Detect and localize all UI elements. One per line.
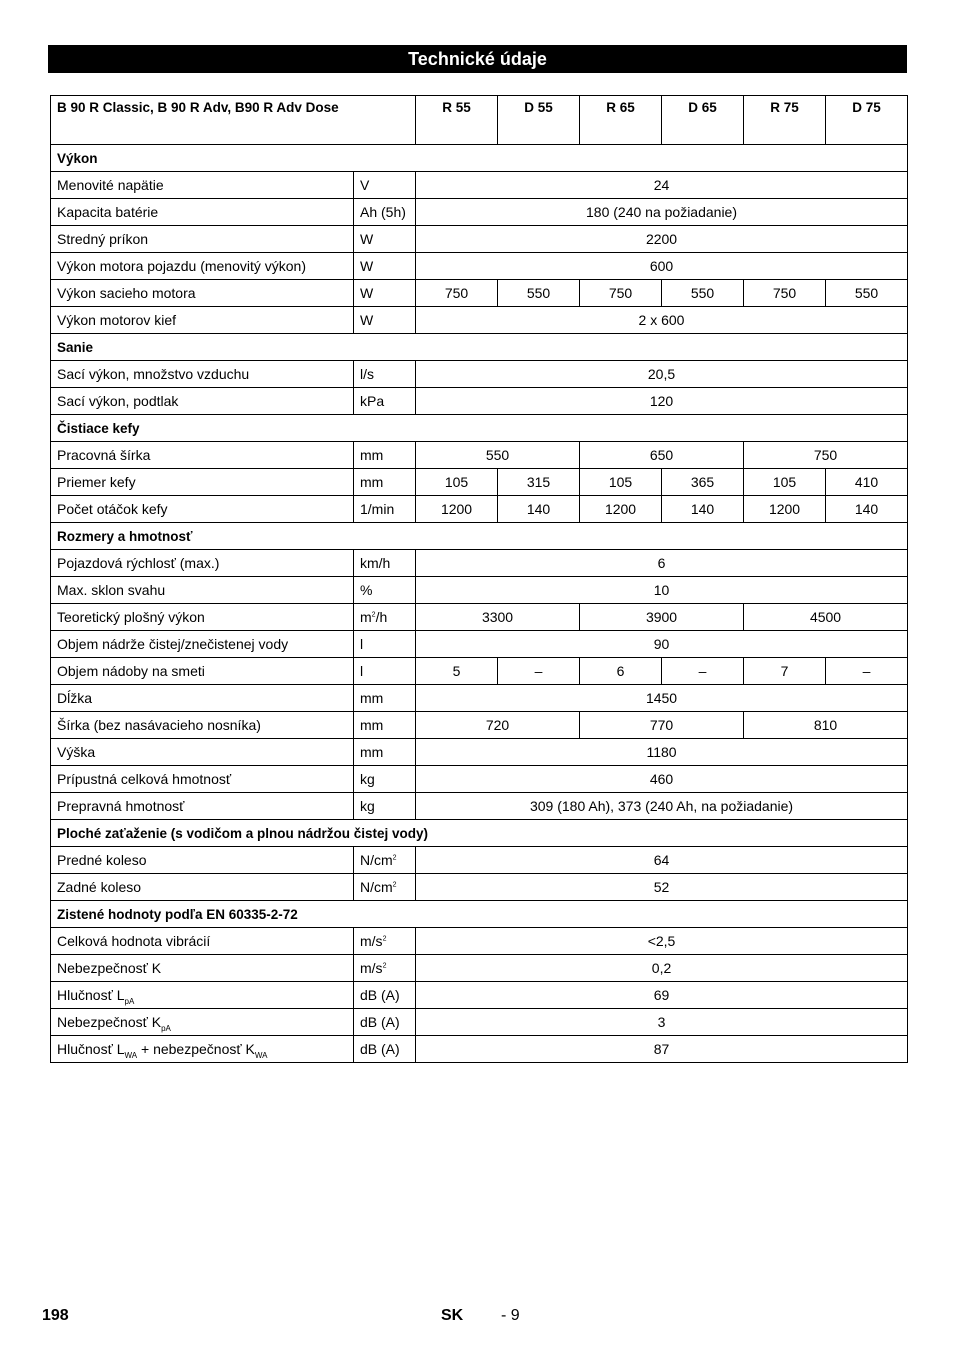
value-cell: 2200 [416, 226, 908, 253]
value-cell: 550 [662, 280, 744, 307]
label-text: Dĺžka [57, 690, 93, 706]
parameter-label [51, 577, 354, 604]
label-text: Sací výkon, podtlak [57, 393, 179, 409]
unit-superscript: 2 [382, 962, 387, 970]
label-text: Objem nádoby na smeti [57, 663, 205, 679]
unit-cell [354, 874, 416, 901]
value-cell: 750 [416, 280, 498, 307]
unit-cell [354, 658, 416, 685]
value-cell: 7 [744, 658, 826, 685]
parameter-label [51, 361, 354, 388]
table-row [51, 739, 908, 766]
unit-cell [354, 226, 416, 253]
page-number: 198 [42, 1307, 69, 1324]
unit-cell [354, 253, 416, 280]
value-cell: 1200 [416, 496, 498, 523]
table-row [51, 955, 908, 982]
table-row [51, 172, 908, 199]
unit-text: 1/min [360, 501, 395, 517]
label-text: Výkon sacieho motora [57, 285, 196, 301]
table-row [51, 199, 908, 226]
label-text: Šírka (bez nasávacieho nosníka) [57, 717, 261, 733]
label-text: Prepravná hmotnosť [57, 798, 185, 814]
value-cell: 180 (240 na požiadanie) [416, 199, 908, 226]
model-header: R 75 [744, 96, 826, 145]
unit-text: kg [360, 771, 375, 787]
value-cell: 6 [416, 550, 908, 577]
label-text: Pojazdová rýchlosť (max.) [57, 555, 220, 571]
parameter-label [51, 199, 354, 226]
unit-cell [354, 388, 416, 415]
unit-cell [354, 955, 416, 982]
label-subscript: WA [124, 1050, 138, 1060]
table-row [51, 982, 908, 1009]
label-text: Menovité napätie [57, 177, 164, 193]
model-header: D 55 [498, 96, 580, 145]
parameter-label [51, 172, 354, 199]
label-text: Teoretický plošný výkon [57, 609, 205, 625]
section-title: Rozmery a hmotnosť [51, 523, 908, 550]
unit-text: W [360, 231, 374, 247]
unit-text: l/s [360, 366, 374, 382]
value-cell: 460 [416, 766, 908, 793]
value-cell: 550 [826, 280, 908, 307]
table-row [51, 226, 908, 253]
unit-text: dB (A) [360, 1014, 400, 1030]
value-cell: 750 [580, 280, 662, 307]
unit-text: kPa [360, 393, 385, 409]
parameter-label [51, 226, 354, 253]
label-text: Kapacita batérie [57, 204, 159, 220]
parameter-label [51, 496, 354, 523]
value-cell: 140 [826, 496, 908, 523]
section-header-row [51, 334, 908, 361]
label-subscript: pA [161, 1023, 171, 1033]
label-text: Nebezpečnosť K [57, 1014, 162, 1030]
label-text-continued: + nebezpečnosť K [137, 1041, 255, 1057]
parameter-label [51, 982, 354, 1009]
value-cell: 750 [744, 280, 826, 307]
unit-cell [354, 928, 416, 955]
unit-superscript: 2 [392, 854, 397, 862]
table-row [51, 361, 908, 388]
value-cell: 3300 [416, 604, 580, 631]
unit-cell [354, 280, 416, 307]
value-cell: 309 (180 Ah), 373 (240 Ah, na požiadanie) [416, 793, 908, 820]
unit-cell [354, 712, 416, 739]
unit-cell [354, 577, 416, 604]
unit-cell [354, 685, 416, 712]
unit-text: N/cm [360, 852, 393, 868]
value-cell: 315 [498, 469, 580, 496]
model-label: B 90 R Classic, B 90 R Adv, B90 R Adv Dose [51, 96, 416, 145]
parameter-label [51, 955, 354, 982]
unit-text: mm [360, 690, 384, 706]
unit-cell [354, 172, 416, 199]
parameter-label [51, 631, 354, 658]
value-cell: 1180 [416, 739, 908, 766]
value-cell: 600 [416, 253, 908, 280]
unit-text: dB (A) [360, 987, 400, 1003]
unit-cell [354, 793, 416, 820]
section-header-row [51, 820, 908, 847]
value-cell: 90 [416, 631, 908, 658]
section-title: Výkon [51, 145, 908, 172]
value-cell: – [662, 658, 744, 685]
section-title: Zistené hodnoty podľa EN 60335-2-72 [51, 901, 908, 928]
label-text: Hlučnosť L [57, 1041, 125, 1057]
table-header-row [51, 96, 908, 145]
table-row [51, 307, 908, 334]
parameter-label [51, 1009, 354, 1036]
label-subscript: pA [124, 996, 135, 1006]
table-row [51, 442, 908, 469]
parameter-label [51, 928, 354, 955]
table-row [51, 280, 908, 307]
value-cell: 0,2 [416, 955, 908, 982]
model-header: D 65 [662, 96, 744, 145]
value-cell: 52 [416, 874, 908, 901]
unit-cell [354, 631, 416, 658]
unit-text: N/cm [360, 879, 393, 895]
value-cell: 550 [498, 280, 580, 307]
value-cell: 87 [416, 1036, 908, 1063]
table-row [51, 577, 908, 604]
label-text: Počet otáčok kefy [57, 501, 168, 517]
table-row [51, 1009, 908, 1036]
unit-text: V [360, 177, 370, 193]
unit-superscript: 2 [382, 935, 387, 943]
table-row [51, 793, 908, 820]
label-text: Predné koleso [57, 852, 147, 868]
value-cell: 105 [580, 469, 662, 496]
table-row [51, 685, 908, 712]
unit-cell [354, 307, 416, 334]
parameter-label [51, 793, 354, 820]
table-row [51, 1036, 908, 1063]
value-cell: – [498, 658, 580, 685]
value-cell: <2,5 [416, 928, 908, 955]
value-cell: 770 [580, 712, 744, 739]
parameter-label [51, 712, 354, 739]
value-cell: 105 [416, 469, 498, 496]
label-text: Stredný príkon [57, 231, 149, 247]
unit-text: kg [360, 798, 375, 814]
section-title: Sanie [51, 334, 908, 361]
value-cell: 1450 [416, 685, 908, 712]
value-cell: 1200 [580, 496, 662, 523]
table-row [51, 928, 908, 955]
page-title: Technické údaje [48, 45, 907, 73]
table-row [51, 631, 908, 658]
table-row [51, 469, 908, 496]
section-header-row [51, 901, 908, 928]
unit-text: mm [360, 474, 384, 490]
value-cell: 140 [662, 496, 744, 523]
parameter-label [51, 253, 354, 280]
unit-cell [354, 1036, 416, 1063]
unit-cell [354, 739, 416, 766]
label-text: Priemer kefy [57, 474, 136, 490]
section-title: Čistiace kefy [51, 415, 908, 442]
label-text: Pracovná šírka [57, 447, 151, 463]
parameter-label [51, 766, 354, 793]
table-row [51, 847, 908, 874]
label-text: Objem nádrže čistej/znečistenej vody [57, 636, 289, 652]
value-cell: 6 [580, 658, 662, 685]
value-cell: 5 [416, 658, 498, 685]
unit-cell [354, 982, 416, 1009]
value-cell: 410 [826, 469, 908, 496]
unit-text: l [360, 636, 364, 652]
label-text: Sací výkon, množstvo vzduchu [57, 366, 250, 382]
label-text: Zadné koleso [57, 879, 142, 895]
table-row [51, 874, 908, 901]
value-cell: 140 [498, 496, 580, 523]
parameter-label [51, 550, 354, 577]
table-row [51, 658, 908, 685]
section-title: Ploché zaťaženie (s vodičom a plnou nádržou čistej vody) [51, 820, 908, 847]
unit-cell [354, 766, 416, 793]
label-text: Celková hodnota vibrácií [57, 933, 211, 949]
label-text: Výkon motorov kief [57, 312, 177, 328]
value-cell: 550 [416, 442, 580, 469]
unit-superscript: 2 [392, 881, 397, 889]
table-row [51, 388, 908, 415]
table-row [51, 253, 908, 280]
model-header: R 55 [416, 96, 498, 145]
parameter-label [51, 1036, 354, 1063]
unit-cell [354, 496, 416, 523]
unit-text: W [360, 312, 374, 328]
label-subscript: WA [254, 1050, 268, 1060]
value-cell: 64 [416, 847, 908, 874]
unit-text: mm [360, 717, 384, 733]
parameter-label [51, 685, 354, 712]
parameter-label [51, 442, 354, 469]
value-cell: 810 [744, 712, 908, 739]
parameter-label [51, 847, 354, 874]
language-code: SK [441, 1307, 464, 1324]
table-row [51, 712, 908, 739]
parameter-label [51, 658, 354, 685]
table-row [51, 496, 908, 523]
unit-text: m/s [360, 933, 383, 949]
unit-text-continued: /h [375, 609, 388, 625]
section-header-row [51, 415, 908, 442]
unit-cell [354, 550, 416, 577]
unit-cell [354, 442, 416, 469]
unit-cell [354, 199, 416, 226]
unit-text: m [360, 609, 372, 625]
label-text: Prípustná celková hmotnosť [57, 771, 232, 787]
model-header: D 75 [826, 96, 908, 145]
unit-text: W [360, 258, 374, 274]
unit-text: m/s [360, 960, 383, 976]
unit-cell [354, 847, 416, 874]
value-cell: 1200 [744, 496, 826, 523]
unit-cell [354, 604, 416, 631]
value-cell: 10 [416, 577, 908, 604]
section-header-row [51, 523, 908, 550]
parameter-label [51, 469, 354, 496]
table-row [51, 766, 908, 793]
unit-cell [354, 1009, 416, 1036]
value-cell: 2 x 600 [416, 307, 908, 334]
value-cell: 750 [744, 442, 908, 469]
parameter-label [51, 388, 354, 415]
table-row [51, 550, 908, 577]
label-text: Výkon motora pojazdu (menovitý výkon) [57, 258, 306, 274]
section-header-row [51, 145, 908, 172]
value-cell: 105 [744, 469, 826, 496]
unit-text: dB (A) [360, 1041, 400, 1057]
value-cell: 3 [416, 1009, 908, 1036]
value-cell: 4500 [744, 604, 908, 631]
unit-text: km/h [360, 555, 391, 571]
unit-superscript: 2 [371, 611, 376, 619]
value-cell: 650 [580, 442, 744, 469]
parameter-label [51, 739, 354, 766]
unit-text: Ah (5h) [360, 204, 406, 220]
label-text: Max. sklon svahu [57, 582, 166, 598]
value-cell: 24 [416, 172, 908, 199]
label-text: Hlučnosť L [57, 987, 125, 1003]
unit-text: W [360, 285, 374, 301]
value-cell: 720 [416, 712, 580, 739]
value-cell: 20,5 [416, 361, 908, 388]
parameter-label [51, 604, 354, 631]
label-text: Výška [57, 744, 96, 760]
unit-text: l [360, 663, 364, 679]
unit-text: % [360, 582, 373, 598]
table-row [51, 604, 908, 631]
parameter-label [51, 307, 354, 334]
model-header: R 65 [580, 96, 662, 145]
unit-text: mm [360, 744, 384, 760]
unit-cell [354, 361, 416, 388]
parameter-label [51, 874, 354, 901]
value-cell: 365 [662, 469, 744, 496]
value-cell: 69 [416, 982, 908, 1009]
parameter-label [51, 280, 354, 307]
unit-cell [354, 469, 416, 496]
technical-data-table [50, 95, 908, 1063]
section-page-number: - 9 [501, 1307, 520, 1324]
value-cell: 120 [416, 388, 908, 415]
value-cell: – [826, 658, 908, 685]
label-text: Nebezpečnosť K [57, 960, 162, 976]
unit-text: mm [360, 447, 384, 463]
value-cell: 3900 [580, 604, 744, 631]
